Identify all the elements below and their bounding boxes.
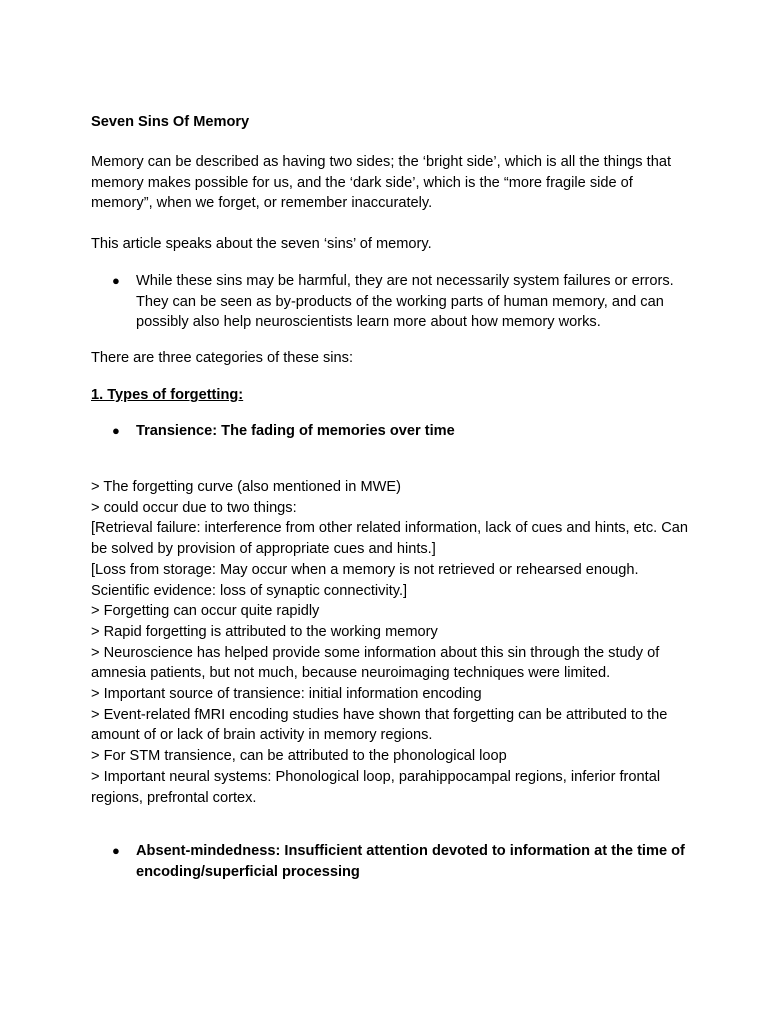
note-line: > Forgetting can occur quite rapidly	[91, 603, 320, 620]
note-line: > The forgetting curve (also mentioned in MWE)	[91, 479, 401, 495]
transience-notes	[91, 477, 691, 808]
note-line: [Loss from storage: May occur when a memory is not retrieved or rehearsed enough. Scientific evidence: loss of synaptic connectivity.]	[91, 561, 639, 599]
bullet-icon: ●	[112, 843, 120, 858]
note-line: > could occur due to two things:	[91, 499, 297, 516]
section-heading-forgetting: 1. Types of forgetting:	[91, 387, 244, 403]
document-title: Seven Sins Of Memory	[91, 114, 250, 130]
bullet-text: While these sins may be harmful, they are not necessarily system failures or errors. They can be seen as by-products of the working parts of human memory, and can possibly also help neuroscientists learn more about how memory works.	[136, 273, 674, 331]
bullet-item-harmful	[112, 271, 692, 333]
note-line: > Important neural systems: Phonological loop, parahippocampal regions, inferior frontal regions, prefrontal cortex.	[91, 768, 661, 806]
note-line: [Retrieval failure: interference from other related information, lack of cues and hints, etc. Can be solved by provision of appropriate cues and hints.]	[91, 520, 689, 558]
note-line: > Neuroscience has helped provide some information about this sin through the study of amnesia patients, but not much, because neuroimaging techniques were limited.	[91, 644, 660, 682]
article-paragraph: This article speaks about the seven ‘sins’ of memory.	[91, 236, 432, 252]
categories-paragraph: There are three categories of these sins:	[91, 350, 354, 366]
bullet-icon: ●	[112, 423, 120, 438]
note-line: > For STM transience, can be attributed to the phonological loop	[91, 748, 507, 765]
bullet-text: Transience: The fading of memories over time	[136, 423, 455, 439]
bullet-icon: ●	[112, 273, 120, 288]
bullet-text: Absent-mindedness: Insufficient attention devoted to information at the time of encoding/superficial processing	[136, 843, 685, 880]
note-line: > Event-related fMRI encoding studies have shown that forgetting can be attributed to the amount of or lack of brain activity in memory regions.	[91, 706, 668, 744]
intro-paragraph: Memory can be described as having two sides; the ‘bright side’, which is all the things that memory makes possible for us, and the ‘dark side’, which is the “more fragile side of memory”, when we forget, or remember inaccurately.	[91, 154, 671, 212]
bullet-item-transience	[112, 421, 692, 442]
bullet-item-absent-mindedness	[112, 841, 692, 882]
note-line: > Rapid forgetting is attributed to the working memory	[91, 623, 438, 640]
note-line: > Important source of transience: initial information encoding	[91, 686, 482, 703]
